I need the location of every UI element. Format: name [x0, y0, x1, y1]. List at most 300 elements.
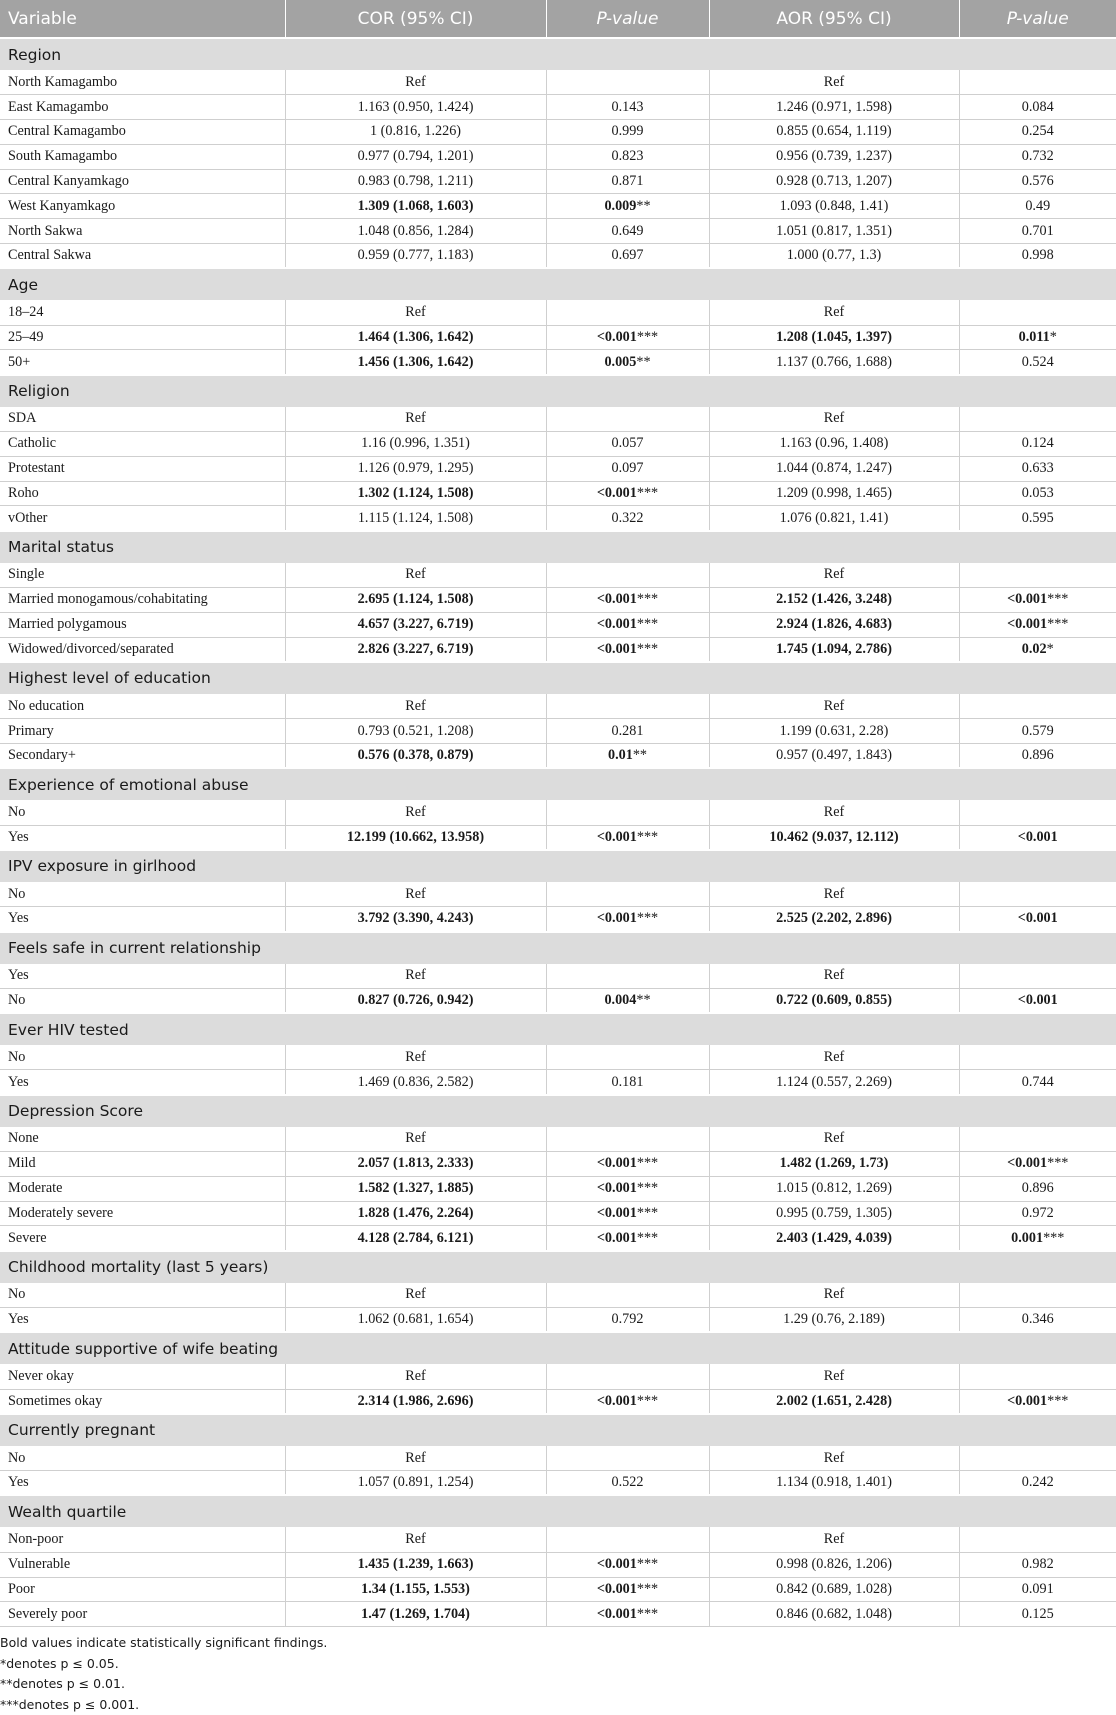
variable-cell: Married monogamous/cohabitating: [0, 588, 285, 613]
cor-cell: 1.435 (1.239, 1.663): [285, 1552, 546, 1577]
p-value-aor-cell: [959, 800, 1116, 825]
variable-cell: Severe: [0, 1226, 285, 1251]
aor-cell: 1.044 (0.874, 1.247): [709, 456, 959, 481]
group-header: [0, 768, 1116, 800]
group-header: [0, 38, 1116, 70]
p-value-cor-cell: <0.001***: [546, 588, 709, 613]
variable-cell: Yes: [0, 1307, 285, 1332]
p-value-cor-cell: 0.009**: [546, 194, 709, 219]
p-value-cor-cell: <0.001***: [546, 612, 709, 637]
variable-cell: Moderately severe: [0, 1201, 285, 1226]
table-row: [0, 194, 1116, 219]
p-value-cor-cell: [546, 1527, 709, 1552]
variable-cell: Catholic: [0, 432, 285, 457]
cor-cell: 1.115 (1.124, 1.508): [285, 506, 546, 531]
aor-cell: 0.956 (0.739, 1.237): [709, 144, 959, 169]
p-value-aor-cell: 0.001***: [959, 1226, 1116, 1251]
table-row: [0, 1446, 1116, 1471]
aor-cell: 1.124 (0.557, 2.269): [709, 1070, 959, 1095]
p-value-aor-cell: [959, 1446, 1116, 1471]
significance-stars: **: [636, 353, 651, 370]
variable-cell: Protestant: [0, 456, 285, 481]
p-value-aor-cell: <0.001***: [959, 1152, 1116, 1177]
p-value-aor-cell: <0.001: [959, 988, 1116, 1013]
table-row: [0, 1389, 1116, 1414]
table-row: [0, 120, 1116, 145]
p-value-cor-cell: <0.001***: [546, 325, 709, 350]
aor-cell: Ref: [709, 1364, 959, 1389]
p-value-aor-cell: 0.242: [959, 1471, 1116, 1496]
header-variable: Variable: [0, 0, 285, 38]
group-header: [0, 932, 1116, 964]
p-value-aor-cell: 0.972: [959, 1201, 1116, 1226]
footnote: **denotes p ≤ 0.01.: [0, 1676, 125, 1692]
variable-cell: Yes: [0, 907, 285, 932]
p-value-cor-cell: <0.001***: [546, 637, 709, 662]
table-row: [0, 694, 1116, 719]
cor-cell: Ref: [285, 563, 546, 588]
p-value-cor-cell: <0.001***: [546, 1577, 709, 1602]
p-value-aor-cell: 0.595: [959, 506, 1116, 531]
p-value-aor-cell: 0.091: [959, 1577, 1116, 1602]
aor-cell: Ref: [709, 800, 959, 825]
p-value-cor-cell: <0.001***: [546, 1389, 709, 1414]
table-row: [0, 1364, 1116, 1389]
cor-cell: 2.826 (3.227, 6.719): [285, 637, 546, 662]
variable-cell: Yes: [0, 825, 285, 850]
footnote: ***denotes p ≤ 0.001.: [0, 1696, 140, 1712]
table-row: [0, 964, 1116, 989]
p-value-cor-cell: [546, 300, 709, 325]
p-value-aor-cell: 0.524: [959, 350, 1116, 375]
group-title: Wealth quartile: [0, 1495, 1116, 1527]
cor-cell: 0.827 (0.726, 0.942): [285, 988, 546, 1013]
variable-cell: No: [0, 1045, 285, 1070]
variable-cell: Sometimes okay: [0, 1389, 285, 1414]
cor-cell: 1.47 (1.269, 1.704): [285, 1602, 546, 1627]
p-value-cor-cell: 0.004**: [546, 988, 709, 1013]
variable-cell: No education: [0, 694, 285, 719]
cor-cell: Ref: [285, 882, 546, 907]
significance-stars: ***: [1047, 1392, 1069, 1409]
header-aor: AOR (95% CI): [709, 0, 959, 38]
aor-cell: 2.924 (1.826, 4.683): [709, 612, 959, 637]
group-title: Region: [0, 38, 1116, 70]
aor-cell: 2.525 (2.202, 2.896): [709, 907, 959, 932]
p-value-cor-cell: [546, 800, 709, 825]
significance-stars: ***: [636, 1605, 659, 1622]
group-title: Marital status: [0, 531, 1116, 563]
cor-cell: 1.828 (1.476, 2.264): [285, 1201, 546, 1226]
table-row: [0, 719, 1116, 744]
table-row: [0, 300, 1116, 325]
p-value-cor-cell: <0.001***: [546, 1152, 709, 1177]
p-value-cor-cell: <0.001***: [546, 1552, 709, 1577]
table-row: [0, 1527, 1116, 1552]
p-value-aor-cell: <0.001: [959, 907, 1116, 932]
variable-cell: Poor: [0, 1577, 285, 1602]
table-row: [0, 1552, 1116, 1577]
p-value-aor-cell: 0.982: [959, 1552, 1116, 1577]
p-value-cor-cell: 0.792: [546, 1307, 709, 1332]
cor-cell: 1.057 (0.891, 1.254): [285, 1471, 546, 1496]
aor-cell: 0.928 (0.713, 1.207): [709, 169, 959, 194]
p-value-cor-cell: [546, 1283, 709, 1308]
cor-cell: Ref: [285, 1527, 546, 1552]
p-value-aor-cell: 0.125: [959, 1602, 1116, 1627]
variable-cell: None: [0, 1127, 285, 1152]
p-value-aor-cell: 0.49: [959, 194, 1116, 219]
variable-cell: Moderate: [0, 1176, 285, 1201]
variable-cell: Roho: [0, 481, 285, 506]
cor-cell: Ref: [285, 1045, 546, 1070]
p-value-aor-cell: [959, 694, 1116, 719]
aor-cell: 1.246 (0.971, 1.598): [709, 95, 959, 120]
variable-cell: West Kanyamkago: [0, 194, 285, 219]
p-value-cor-cell: 0.005**: [546, 350, 709, 375]
table-row: [0, 1283, 1116, 1308]
p-value-cor-cell: [546, 1446, 709, 1471]
variable-cell: Non-poor: [0, 1527, 285, 1552]
group-title: Religion: [0, 375, 1116, 407]
aor-cell: 1.134 (0.918, 1.401): [709, 1471, 959, 1496]
aor-cell: 1.163 (0.96, 1.408): [709, 432, 959, 457]
group-header: [0, 850, 1116, 882]
footnote: Bold values indicate statistically significant findings.: [0, 1635, 328, 1651]
p-value-aor-cell: [959, 300, 1116, 325]
significance-stars: ***: [636, 1229, 659, 1246]
table-row: [0, 800, 1116, 825]
cor-cell: 12.199 (10.662, 13.958): [285, 825, 546, 850]
variable-cell: Yes: [0, 1070, 285, 1095]
p-value-cor-cell: [546, 1045, 709, 1070]
p-value-aor-cell: 0.744: [959, 1070, 1116, 1095]
p-value-cor-cell: 0.181: [546, 1070, 709, 1095]
group-title: Childhood mortality (last 5 years): [0, 1251, 1116, 1283]
cor-cell: 2.695 (1.124, 1.508): [285, 588, 546, 613]
significance-stars: ***: [636, 1180, 659, 1197]
variable-cell: No: [0, 882, 285, 907]
table-row: [0, 744, 1116, 769]
cor-cell: Ref: [285, 407, 546, 432]
aor-cell: 1.137 (0.766, 1.688): [709, 350, 959, 375]
aor-cell: 2.152 (1.426, 3.248): [709, 588, 959, 613]
p-value-aor-cell: 0.02*: [959, 637, 1116, 662]
p-value-cor-cell: 0.322: [546, 506, 709, 531]
group-title: Ever HIV tested: [0, 1013, 1116, 1045]
table-row: [0, 1127, 1116, 1152]
group-title: Attitude supportive of wife beating: [0, 1332, 1116, 1364]
table-row: [0, 882, 1116, 907]
table-row: [0, 825, 1116, 850]
cor-cell: 4.128 (2.784, 6.121): [285, 1226, 546, 1251]
significance-stars: *: [1049, 329, 1057, 346]
table-row: [0, 1152, 1116, 1177]
group-header: [0, 1332, 1116, 1364]
variable-cell: South Kamagambo: [0, 144, 285, 169]
table-row: [0, 432, 1116, 457]
p-value-aor-cell: <0.001***: [959, 1389, 1116, 1414]
variable-cell: 18–24: [0, 300, 285, 325]
p-value-aor-cell: 0.896: [959, 744, 1116, 769]
p-value-aor-cell: <0.001***: [959, 588, 1116, 613]
cor-cell: 0.983 (0.798, 1.211): [285, 169, 546, 194]
p-value-aor-cell: [959, 1527, 1116, 1552]
cor-cell: Ref: [285, 300, 546, 325]
aor-cell: Ref: [709, 1127, 959, 1152]
cor-cell: 0.793 (0.521, 1.208): [285, 719, 546, 744]
group-title: Experience of emotional abuse: [0, 768, 1116, 800]
cor-cell: 3.792 (3.390, 4.243): [285, 907, 546, 932]
variable-cell: Vulnerable: [0, 1552, 285, 1577]
cor-cell: Ref: [285, 1283, 546, 1308]
table-row: [0, 169, 1116, 194]
aor-cell: 1.29 (0.76, 2.189): [709, 1307, 959, 1332]
variable-cell: 50+: [0, 350, 285, 375]
p-value-aor-cell: 0.084: [959, 95, 1116, 120]
p-value-cor-cell: 0.823: [546, 144, 709, 169]
group-header: [0, 1251, 1116, 1283]
p-value-aor-cell: 0.896: [959, 1176, 1116, 1201]
aor-cell: Ref: [709, 882, 959, 907]
aor-cell: Ref: [709, 694, 959, 719]
aor-cell: 10.462 (9.037, 12.112): [709, 825, 959, 850]
group-header: [0, 1095, 1116, 1127]
p-value-cor-cell: [546, 882, 709, 907]
variable-cell: East Kamagambo: [0, 95, 285, 120]
p-value-cor-cell: [546, 1127, 709, 1152]
aor-cell: Ref: [709, 563, 959, 588]
table-row: [0, 70, 1116, 95]
p-value-cor-cell: <0.001***: [546, 481, 709, 506]
p-value-cor-cell: 0.999: [546, 120, 709, 145]
p-value-aor-cell: 0.633: [959, 456, 1116, 481]
table-row: [0, 612, 1116, 637]
cor-cell: 1.16 (0.996, 1.351): [285, 432, 546, 457]
significance-stars: ***: [636, 1556, 659, 1573]
p-value-aor-cell: [959, 1283, 1116, 1308]
significance-stars: ***: [636, 591, 659, 608]
cor-cell: 1.464 (1.306, 1.642): [285, 325, 546, 350]
variable-cell: Primary: [0, 719, 285, 744]
aor-cell: 1.076 (0.821, 1.41): [709, 506, 959, 531]
variable-cell: 25–49: [0, 325, 285, 350]
p-value-cor-cell: <0.001***: [546, 1176, 709, 1201]
p-value-aor-cell: 0.346: [959, 1307, 1116, 1332]
group-header: [0, 1414, 1116, 1446]
aor-cell: Ref: [709, 70, 959, 95]
cor-cell: 1.126 (0.979, 1.295): [285, 456, 546, 481]
table-row: [0, 1045, 1116, 1070]
group-header: [0, 662, 1116, 694]
variable-cell: SDA: [0, 407, 285, 432]
aor-cell: 0.842 (0.689, 1.028): [709, 1577, 959, 1602]
significance-stars: ***: [636, 329, 659, 346]
significance-stars: ***: [636, 1580, 659, 1597]
cor-cell: 4.657 (3.227, 6.719): [285, 612, 546, 637]
p-value-cor-cell: <0.001***: [546, 907, 709, 932]
cor-cell: 0.576 (0.378, 0.879): [285, 744, 546, 769]
header-p-value-cor: P-value: [546, 0, 709, 38]
significance-stars: ***: [636, 1204, 659, 1221]
variable-cell: No: [0, 1446, 285, 1471]
table-row: [0, 95, 1116, 120]
significance-stars: **: [636, 197, 651, 214]
p-value-aor-cell: [959, 70, 1116, 95]
p-value-aor-cell: 0.254: [959, 120, 1116, 145]
group-title: Age: [0, 268, 1116, 300]
p-value-cor-cell: [546, 563, 709, 588]
table-body: [0, 38, 1116, 1627]
table-row: [0, 588, 1116, 613]
aor-cell: 1.000 (0.77, 1.3): [709, 244, 959, 269]
table-row: [0, 506, 1116, 531]
p-value-cor-cell: 0.871: [546, 169, 709, 194]
p-value-cor-cell: [546, 407, 709, 432]
cor-cell: 1.062 (0.681, 1.654): [285, 1307, 546, 1332]
aor-cell: 1.482 (1.269, 1.73): [709, 1152, 959, 1177]
group-title: Currently pregnant: [0, 1414, 1116, 1446]
significance-stars: ***: [636, 485, 659, 502]
group-title: Highest level of education: [0, 662, 1116, 694]
p-value-aor-cell: 0.579: [959, 719, 1116, 744]
aor-cell: 0.995 (0.759, 1.305): [709, 1201, 959, 1226]
p-value-cor-cell: 0.143: [546, 95, 709, 120]
p-value-cor-cell: <0.001***: [546, 1201, 709, 1226]
cor-cell: 1.163 (0.950, 1.424): [285, 95, 546, 120]
aor-cell: 1.209 (0.998, 1.465): [709, 481, 959, 506]
p-value-cor-cell: 0.522: [546, 1471, 709, 1496]
table-row: [0, 988, 1116, 1013]
cor-cell: Ref: [285, 1446, 546, 1471]
p-value-cor-cell: 0.649: [546, 219, 709, 244]
p-value-aor-cell: 0.732: [959, 144, 1116, 169]
aor-cell: Ref: [709, 1446, 959, 1471]
table-row: [0, 1070, 1116, 1095]
cor-cell: 1.048 (0.856, 1.284): [285, 219, 546, 244]
table-row: [0, 1176, 1116, 1201]
significance-stars: **: [632, 747, 647, 764]
group-title: Feels safe in current relationship: [0, 932, 1116, 964]
cor-cell: 1.469 (0.836, 2.582): [285, 1070, 546, 1095]
table-row: [0, 1226, 1116, 1251]
p-value-aor-cell: [959, 563, 1116, 588]
variable-cell: Married polygamous: [0, 612, 285, 637]
p-value-cor-cell: [546, 964, 709, 989]
p-value-aor-cell: 0.701: [959, 219, 1116, 244]
cor-cell: 0.977 (0.794, 1.201): [285, 144, 546, 169]
table-row: [0, 1201, 1116, 1226]
significance-stars: ***: [1043, 1229, 1065, 1246]
table-header: [0, 0, 1116, 38]
table-row: [0, 244, 1116, 269]
aor-cell: Ref: [709, 1527, 959, 1552]
aor-cell: 1.745 (1.094, 2.786): [709, 637, 959, 662]
aor-cell: 1.199 (0.631, 2.28): [709, 719, 959, 744]
table-row: [0, 144, 1116, 169]
header-p-value-aor: P-value: [1006, 8, 1069, 29]
group-header: [0, 1495, 1116, 1527]
significance-stars: ***: [636, 616, 659, 633]
table-row: [0, 219, 1116, 244]
p-value-aor-cell: [959, 964, 1116, 989]
p-value-cor-cell: 0.697: [546, 244, 709, 269]
table-row: [0, 1307, 1116, 1332]
p-value-aor-cell: [959, 1364, 1116, 1389]
p-value-cor-cell: 0.01**: [546, 744, 709, 769]
footnote: *denotes p ≤ 0.05.: [0, 1655, 119, 1671]
variable-cell: Severely poor: [0, 1602, 285, 1627]
aor-cell: Ref: [709, 964, 959, 989]
table-row: [0, 456, 1116, 481]
p-value-cor-cell: 0.281: [546, 719, 709, 744]
table-row: [0, 325, 1116, 350]
group-title: Depression Score: [0, 1095, 1116, 1127]
p-value-aor-cell: 0.011*: [959, 325, 1116, 350]
cor-cell: Ref: [285, 964, 546, 989]
variable-cell: No: [0, 1283, 285, 1308]
variable-cell: No: [0, 800, 285, 825]
group-header: [0, 1013, 1116, 1045]
significance-stars: ***: [636, 910, 659, 927]
aor-cell: 0.957 (0.497, 1.843): [709, 744, 959, 769]
p-value-cor-cell: [546, 1364, 709, 1389]
table-footnotes: [0, 1627, 1116, 1715]
cor-cell: Ref: [285, 694, 546, 719]
variable-cell: Central Sakwa: [0, 244, 285, 269]
table-row: [0, 407, 1116, 432]
cor-cell: Ref: [285, 70, 546, 95]
aor-cell: 0.722 (0.609, 0.855): [709, 988, 959, 1013]
p-value-cor-cell: 0.057: [546, 432, 709, 457]
p-value-aor-cell: 0.576: [959, 169, 1116, 194]
cor-cell: 1.309 (1.068, 1.603): [285, 194, 546, 219]
variable-cell: North Sakwa: [0, 219, 285, 244]
significance-stars: ***: [636, 1392, 659, 1409]
table-row: [0, 1577, 1116, 1602]
table-row: [0, 1471, 1116, 1496]
p-value-aor-cell: <0.001***: [959, 612, 1116, 637]
aor-cell: 0.846 (0.682, 1.048): [709, 1602, 959, 1627]
table-row: [0, 563, 1116, 588]
significance-stars: ***: [636, 828, 659, 845]
p-value-cor-cell: [546, 694, 709, 719]
p-value-aor-cell: [959, 1045, 1116, 1070]
p-value-cor-cell: <0.001***: [546, 825, 709, 850]
significance-stars: ***: [636, 640, 659, 657]
group-title: IPV exposure in girlhood: [0, 850, 1116, 882]
aor-cell: Ref: [709, 1045, 959, 1070]
variable-cell: Central Kanyamkago: [0, 169, 285, 194]
variable-cell: No: [0, 988, 285, 1013]
p-value-aor-cell: [959, 1127, 1116, 1152]
cor-cell: 1 (0.816, 1.226): [285, 120, 546, 145]
variable-cell: Single: [0, 563, 285, 588]
cor-cell: Ref: [285, 1127, 546, 1152]
significance-stars: ***: [1047, 616, 1069, 633]
aor-cell: 1.208 (1.045, 1.397): [709, 325, 959, 350]
p-value-aor-cell: [959, 882, 1116, 907]
cor-cell: 1.582 (1.327, 1.885): [285, 1176, 546, 1201]
aor-cell: 1.093 (0.848, 1.41): [709, 194, 959, 219]
cor-cell: Ref: [285, 800, 546, 825]
variable-cell: Secondary+: [0, 744, 285, 769]
p-value-aor-cell: <0.001: [959, 825, 1116, 850]
significance-stars: ***: [636, 1155, 659, 1172]
variable-cell: Widowed/divorced/separated: [0, 637, 285, 662]
variable-cell: Mild: [0, 1152, 285, 1177]
p-value-cor-cell: <0.001***: [546, 1602, 709, 1627]
